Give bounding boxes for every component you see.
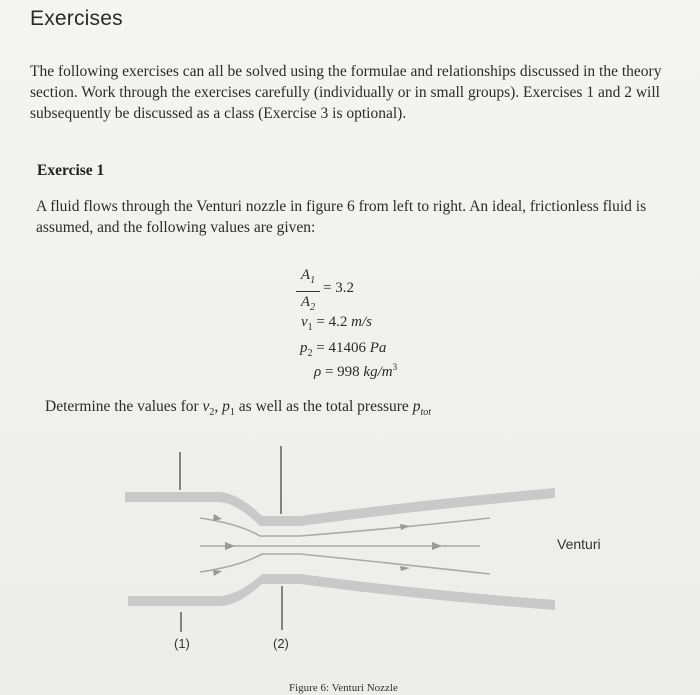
arrow-lower-2 bbox=[400, 566, 410, 571]
venturi-diagram bbox=[0, 440, 700, 695]
arrow-upper-1 bbox=[213, 514, 222, 521]
given-p2: $p_2 = 41406$ Pa bbox=[300, 340, 387, 359]
area-ratio-denominator: $A_2$ bbox=[300, 294, 316, 313]
area-ratio-fraction bbox=[296, 266, 320, 317]
venturi-bottom-wall bbox=[128, 574, 555, 610]
area-ratio-value: = 3.2 bbox=[323, 280, 354, 296]
given-rho: ρ = 998 $kg/m^3$ bbox=[314, 362, 398, 380]
streamline-lower bbox=[200, 554, 490, 574]
fraction-bar bbox=[296, 291, 320, 292]
station-2-label: (2) bbox=[273, 636, 289, 651]
exercise-heading: Exercise 1 bbox=[37, 162, 105, 179]
figure-caption: Figure 6: Venturi Nozzle bbox=[289, 682, 398, 694]
arrow-lower-1 bbox=[213, 570, 222, 576]
area-ratio-numerator: $A_1$ bbox=[300, 267, 316, 286]
venturi-label: Venturi bbox=[557, 536, 601, 552]
station-1-label: (1) bbox=[174, 636, 190, 651]
problem-statement: A fluid flows through the Venturi nozzle in figure 6 from left to right. An ideal, frictionless fluid is assumed, and the following values are given: bbox=[36, 198, 647, 236]
given-v1: $v_1 = 4.2$ m/s bbox=[301, 314, 372, 333]
venturi-top-wall bbox=[125, 488, 555, 526]
task-statement: Determine the values for $v_2$, $p_1$ as well as the total pressure $p_{tot}$ bbox=[45, 398, 431, 419]
streamline-upper bbox=[200, 518, 490, 536]
arrow-center-2 bbox=[432, 542, 442, 550]
arrow-center-1 bbox=[225, 542, 235, 550]
intro-paragraph: The following exercises can all be solved using the formulae and relationships discussed in the theory section. Work through the exercises carefully (individually or in small groups). Exercises 1 and 2 will subsequently be discussed as a class (Exercise 3 is optional). bbox=[30, 63, 662, 122]
page-title: Exercises bbox=[30, 7, 123, 30]
